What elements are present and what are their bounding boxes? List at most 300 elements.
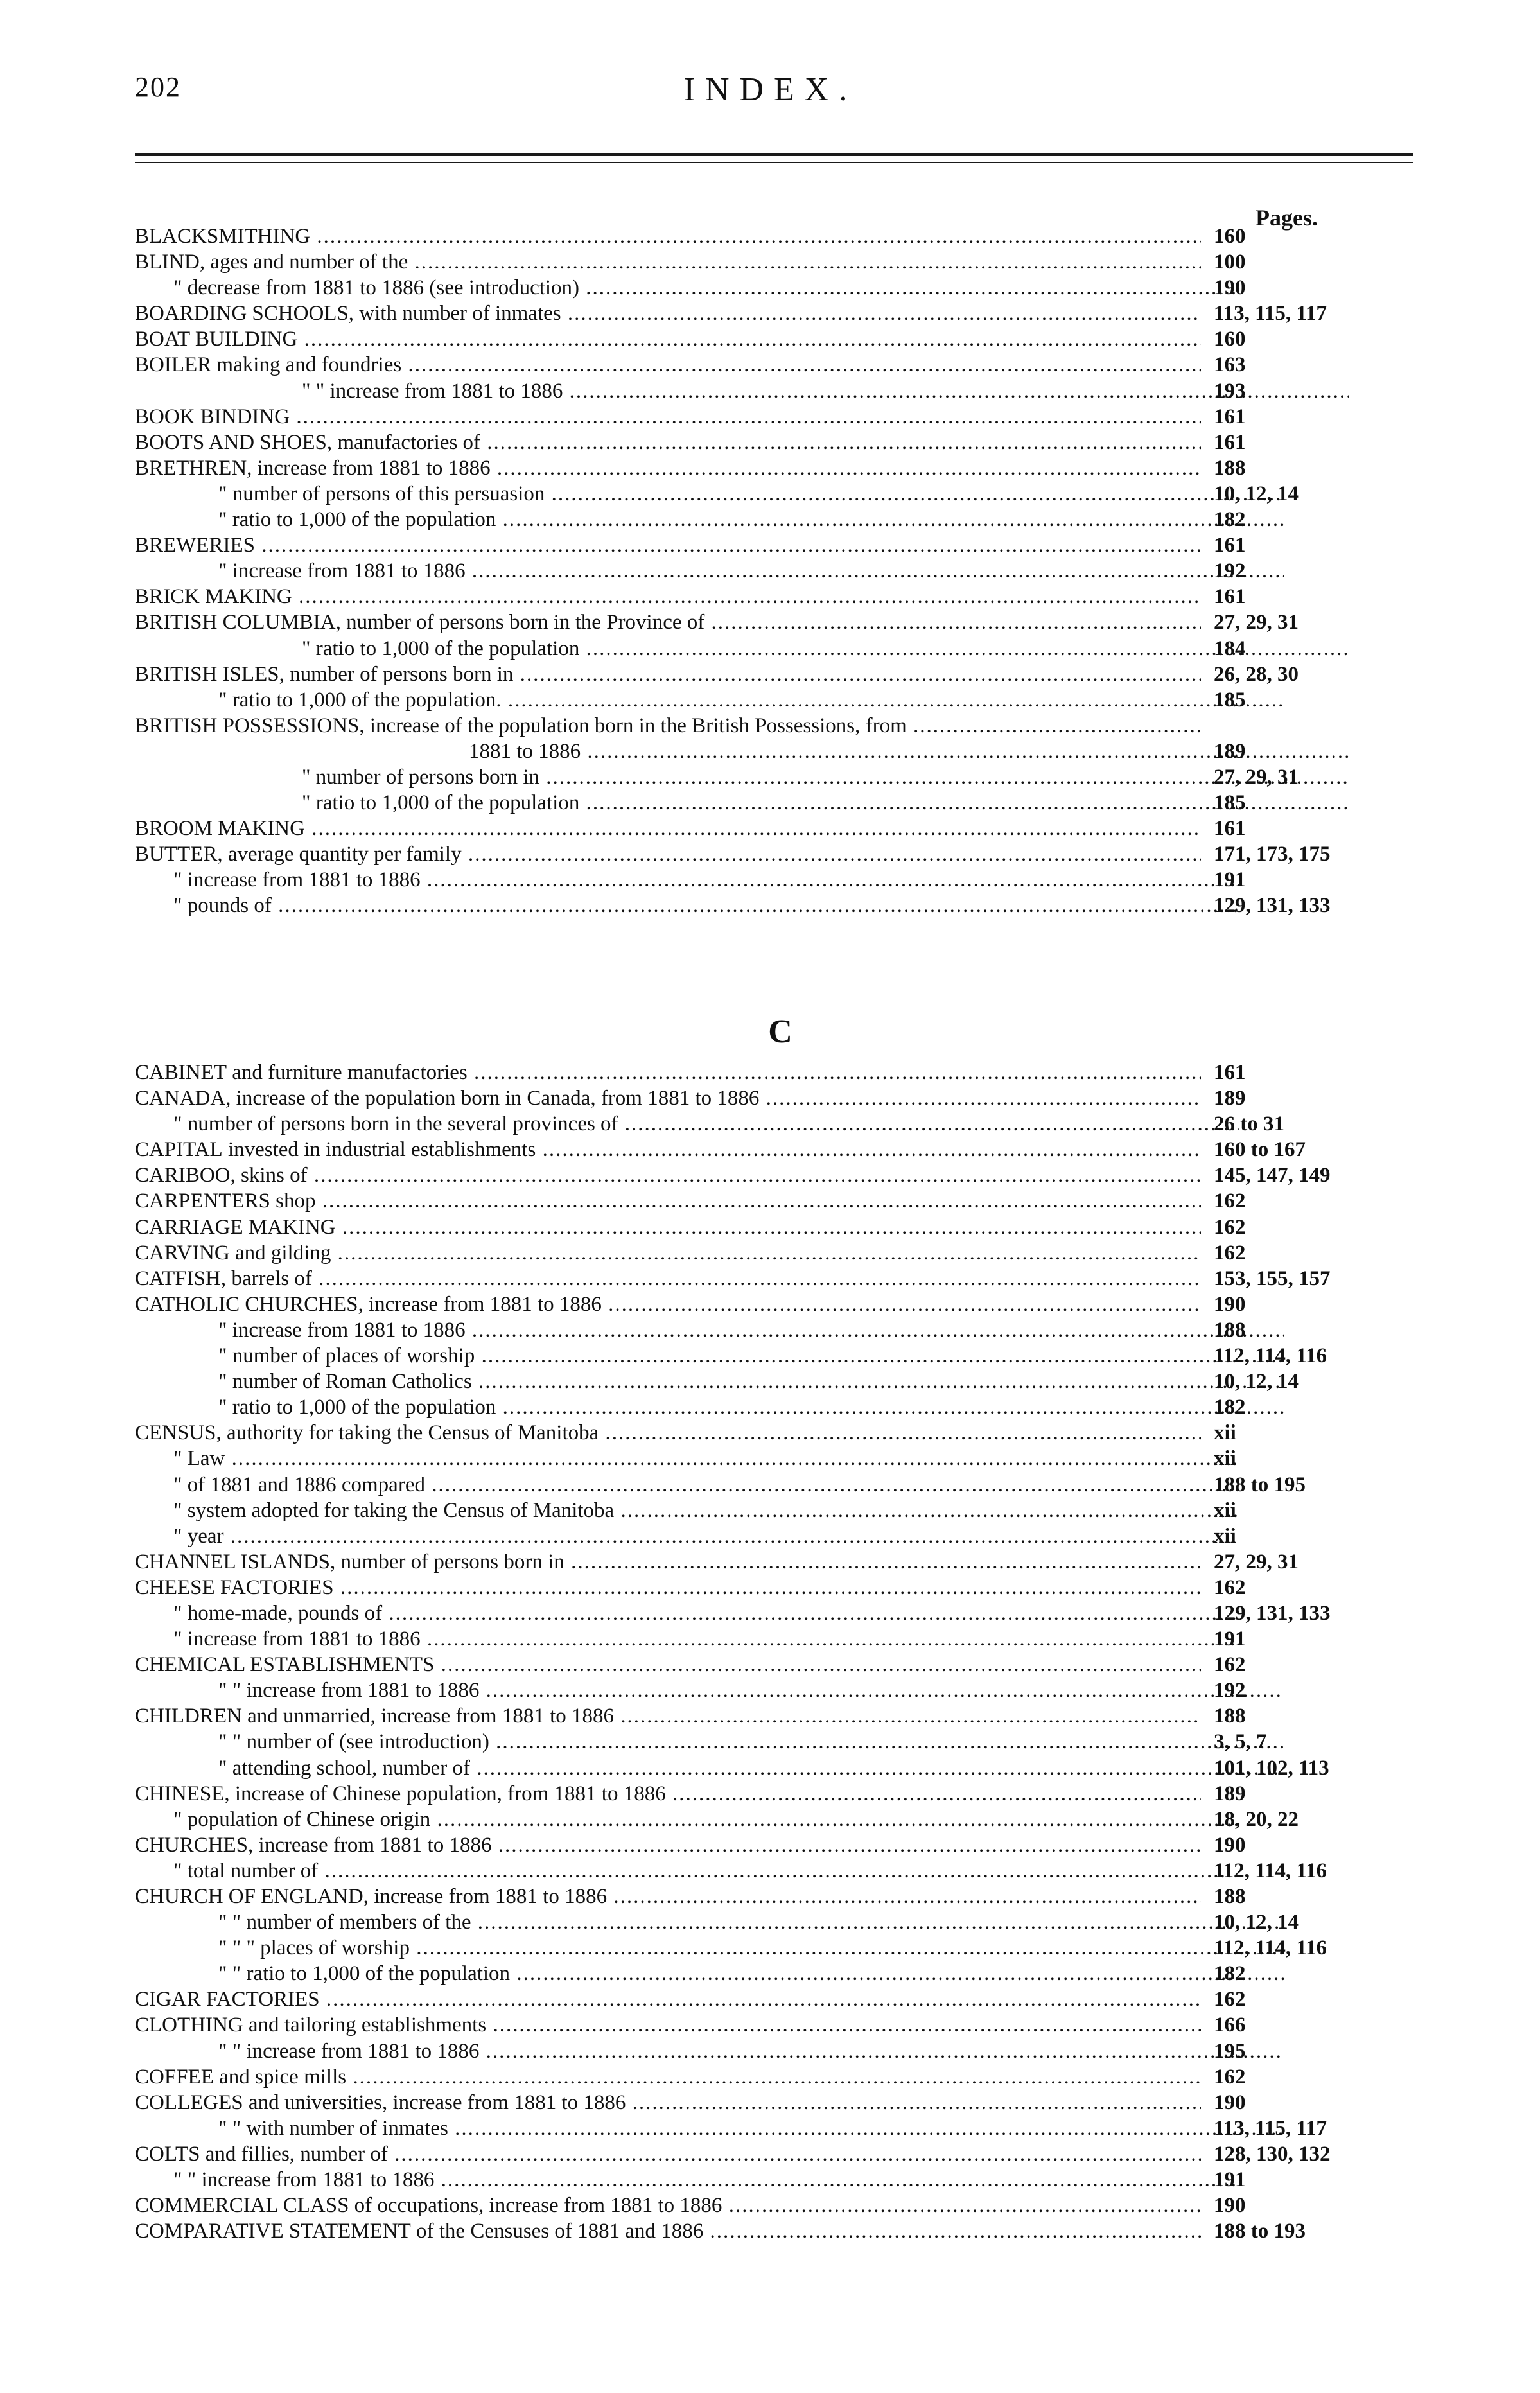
index-entry-text xyxy=(135,662,1201,687)
index-entry-text xyxy=(135,378,1349,404)
index-entry-pages: 190 xyxy=(1214,276,1246,300)
index-entry-text xyxy=(135,1085,1201,1111)
index-entry-heading: BRETHREN, xyxy=(135,456,252,480)
index-entry-pages: 112, 114, 116 xyxy=(1214,1344,1327,1368)
index-entry-pages: 166 xyxy=(1214,2013,1246,2037)
index-entry-heading: " xyxy=(218,1370,227,1394)
index-entry-subject: and fillies, number of xyxy=(205,2142,388,2166)
index-entry-pages: 185 xyxy=(1214,688,1246,712)
index-entry-text xyxy=(135,1162,1201,1188)
index-entry xyxy=(135,1600,1349,1626)
index-entry-text xyxy=(135,1729,1284,1755)
index-entry-pages: 190 xyxy=(1214,1292,1246,1316)
index-entry-text xyxy=(135,404,1201,430)
index-entry-heading: CAPITAL xyxy=(135,1138,223,1162)
index-entry-pages: 190 xyxy=(1214,2194,1246,2218)
index-entry-text xyxy=(135,1961,1284,1986)
index-entry-subject: and spice mills xyxy=(219,2065,347,2089)
index-entry-subject: increase from 1881 to 1886 xyxy=(246,1679,480,1703)
index-entry-heading: CIGAR FACTORIES xyxy=(135,1988,320,2012)
index-entry-pages: 192 xyxy=(1214,1679,1246,1703)
index-entry-subject: number of persons born in xyxy=(340,1550,564,1573)
index-entry xyxy=(135,2167,1349,2193)
index-entry xyxy=(135,687,1349,713)
index-entry-text xyxy=(135,1703,1201,1729)
index-entry-heading: CABINET xyxy=(135,1061,227,1084)
index-entry xyxy=(135,1549,1349,1575)
index-entry-text xyxy=(135,1935,1284,1961)
index-entry-subject: number of members of the xyxy=(246,1911,471,1934)
index-entry-heading: CHEMICAL ESTABLISHMENTS xyxy=(135,1653,435,1677)
index-entry-subject: number of persons of this persuasion xyxy=(232,482,545,505)
index-entry xyxy=(135,455,1349,481)
index-entry xyxy=(135,867,1349,893)
index-entry xyxy=(135,249,1349,275)
index-entry-subject: places of worship xyxy=(260,1936,410,1960)
index-entry-text xyxy=(135,1781,1201,1807)
index-entry-heading: CHINESE, xyxy=(135,1782,230,1805)
index-entry xyxy=(135,1162,1349,1188)
index-entry-heading: " xyxy=(218,1318,227,1342)
index-entry-pages: 162 xyxy=(1214,1215,1246,1239)
index-entry-pages: 188 to 193 xyxy=(1214,2220,1306,2243)
index-entry-text xyxy=(135,764,1349,790)
index-entry-subject: increase from 1881 to 1886 xyxy=(187,868,421,892)
index-entry-subject: authority for taking the Census of Manitoba xyxy=(227,1421,599,1445)
index-entry xyxy=(135,558,1349,584)
index-entry-text xyxy=(135,1472,1239,1498)
index-entry-subject: barrels of xyxy=(231,1267,312,1290)
index-entry-heading: " xyxy=(302,765,311,789)
index-entry-subject: increase from 1881 to 1886 xyxy=(257,456,491,480)
index-entry-pages: 161 xyxy=(1214,817,1246,841)
index-entry-subject: number of persons born in xyxy=(290,662,514,686)
index-entry-subject: and unmarried, increase from 1881 to 1886 xyxy=(247,1705,614,1728)
index-entry-heading: CHANNEL ISLANDS, xyxy=(135,1550,336,1573)
page-header xyxy=(135,71,1406,122)
index-entry-text xyxy=(135,1678,1284,1703)
index-entry xyxy=(135,2193,1349,2218)
index-entry-subject: attending school, number of xyxy=(232,1756,470,1780)
index-entry-pages: 27, 29, 31 xyxy=(1214,611,1299,635)
index-entry-pages: xii xyxy=(1214,1447,1236,1471)
index-entry-heading: " xyxy=(173,1112,182,1136)
index-entry-subject: system adopted for taking the Census of Manitoba xyxy=(187,1498,615,1522)
index-entry-pages: 100 xyxy=(1214,250,1246,274)
pages-column-label: Pages. xyxy=(1256,205,1318,231)
index-entry-heading: COLLEGES xyxy=(135,2091,243,2114)
index-entry-subject: ratio to 1,000 of the population xyxy=(315,636,580,660)
index-entry-pages: 182 xyxy=(1214,508,1246,532)
index-entry-subject: and universities, increase from 1881 to 1886 xyxy=(248,2091,626,2114)
index-entry-pages: 191 xyxy=(1214,868,1246,892)
index-entry-pages: 26 to 31 xyxy=(1214,1112,1284,1136)
index-entry-text xyxy=(135,1807,1239,1832)
index-entry xyxy=(135,507,1349,532)
index-entry xyxy=(135,2218,1349,2244)
index-entry xyxy=(135,1394,1349,1420)
index-entry-subject: increase from 1881 to 1886 xyxy=(374,1885,608,1908)
index-entry-subject: number of (see introduction) xyxy=(246,1730,489,1754)
index-entry-pages: xii xyxy=(1214,1524,1236,1548)
index-entry-text xyxy=(135,1266,1201,1292)
index-entry-pages: 162 xyxy=(1214,1575,1246,1599)
index-entry xyxy=(135,1858,1349,1884)
index-entry-subject: increase from 1881 to 1886 xyxy=(246,2039,480,2063)
index-entry-heading: " xyxy=(173,1859,182,1882)
index-entry-text xyxy=(135,1111,1239,1137)
index-entry-pages: 190 xyxy=(1214,2091,1246,2114)
index-entry-subject: increase from 1881 to 1886 xyxy=(232,559,466,583)
index-entry-heading: CENSUS, xyxy=(135,1421,222,1445)
index-entry-subject: manufactories of xyxy=(337,430,481,454)
index-entry-heading: " " xyxy=(218,2039,241,2063)
index-entry-text xyxy=(135,2090,1201,2116)
index-entry-text xyxy=(135,301,1201,326)
index-entry-pages: 128, 130, 132 xyxy=(1214,2142,1331,2166)
index-entry-subject: ages and number of the xyxy=(210,250,408,274)
index-entry-heading: " xyxy=(218,688,227,712)
index-entry-heading: BROOM MAKING xyxy=(135,817,305,841)
index-entry-subject: ratio to 1,000 of the population xyxy=(315,791,580,815)
index-entry xyxy=(135,713,1349,739)
index-entry xyxy=(135,1755,1349,1781)
index-entry-heading: " xyxy=(173,276,182,300)
index-entry-heading: BRITISH POSSESSIONS, xyxy=(135,714,365,737)
index-entry-heading: " xyxy=(173,1627,182,1651)
index-entry-text xyxy=(135,636,1349,662)
index-entry-text xyxy=(135,1137,1201,1162)
index-entry-pages: 188 xyxy=(1214,1705,1246,1728)
index-entry-heading: " xyxy=(173,868,182,892)
index-entry-pages: 161 xyxy=(1214,534,1246,557)
index-entry-pages: 160 xyxy=(1214,328,1246,351)
index-entry-pages: 162 xyxy=(1214,1189,1246,1213)
index-entry-text xyxy=(135,1832,1201,1858)
index-entry-text xyxy=(135,1600,1239,1626)
index-entry-subject: year xyxy=(187,1524,224,1548)
index-entry-subject: home-made, pounds of xyxy=(187,1601,383,1625)
index-entry-heading: CARIBOO, xyxy=(135,1164,236,1188)
index-entry-text xyxy=(135,1986,1201,2012)
index-entry-text xyxy=(135,2141,1201,2167)
index-entry-text xyxy=(135,2038,1284,2064)
index-entry-text xyxy=(135,532,1201,558)
index-entry-heading: COMPARATIVE STATEMENT xyxy=(135,2220,411,2243)
index-entry-subject: decrease from 1881 to 1886 (see introduction) xyxy=(187,276,580,300)
index-entry xyxy=(135,1781,1349,1807)
index-entry-heading: " xyxy=(302,636,311,660)
index-entry-subject: of 1881 and 1886 compared xyxy=(187,1473,425,1496)
index-entry xyxy=(135,2090,1349,2116)
index-entry xyxy=(135,662,1349,687)
index-entry-pages: 153, 155, 157 xyxy=(1214,1267,1331,1290)
index-entry-heading: " xyxy=(302,791,311,815)
index-entry-text xyxy=(135,1858,1239,1884)
index-entry-heading: BRITISH COLUMBIA, xyxy=(135,611,341,635)
index-entry-subject: of the Censuses of 1881 and 1886 xyxy=(416,2220,704,2243)
index-entry-pages: 129, 131, 133 xyxy=(1214,1601,1331,1625)
index-entry-text xyxy=(135,1292,1201,1317)
index-entry-heading: BOOK BINDING xyxy=(135,405,290,428)
index-entry-text xyxy=(135,1394,1284,1420)
index-entry-pages: 188 xyxy=(1214,1318,1246,1342)
index-entry-pages: 185 xyxy=(1214,791,1246,815)
index-entry-subject: ratio to 1,000 of the population xyxy=(232,508,496,532)
index-entry-text xyxy=(135,1420,1201,1446)
index-entry-heading: CANADA, xyxy=(135,1087,231,1110)
index-entry xyxy=(135,481,1349,507)
index-entry-pages: 112, 114, 116 xyxy=(1214,1859,1327,1882)
index-entry xyxy=(135,1986,1349,2012)
index-entry-heading: BOARDING SCHOOLS, xyxy=(135,302,354,326)
index-entry-pages: 27, 29, 31 xyxy=(1214,1550,1299,1573)
index-entry xyxy=(135,275,1349,301)
index-entry-subject: increase from 1881 to 1886 xyxy=(258,1833,492,1857)
index-entry xyxy=(135,1498,1349,1523)
index-entry-text xyxy=(135,2218,1201,2244)
index-entry-pages: 10, 12, 14 xyxy=(1214,482,1299,505)
index-entry-pages: 195 xyxy=(1214,2039,1246,2063)
index-entry xyxy=(135,2116,1349,2141)
index-entry xyxy=(135,841,1349,867)
index-entry xyxy=(135,326,1349,352)
index-entry-text xyxy=(135,558,1284,584)
index-entry-text xyxy=(135,1549,1201,1575)
index-entry-heading: BOOTS AND SHOES, xyxy=(135,430,333,454)
index-entry-text xyxy=(135,713,1201,739)
index-entry-subject: increase from 1881 to 1886 xyxy=(329,379,563,403)
index-entry-pages: 184 xyxy=(1214,636,1246,660)
index-entry-subject: increase of Chinese population, from 1881 to 1886 xyxy=(234,1782,666,1805)
index-entry-subject: average quantity per family xyxy=(227,843,462,866)
index-entry-pages: 161 xyxy=(1214,430,1246,454)
section-letter: C xyxy=(768,1013,792,1050)
page-title: INDEX. xyxy=(683,71,858,108)
index-entry xyxy=(135,1575,1349,1600)
index-entry-pages: 191 xyxy=(1214,2168,1246,2192)
index-entry-text xyxy=(135,1446,1239,1471)
index-entry-heading: " " xyxy=(218,2116,241,2140)
index-entry xyxy=(135,378,1349,404)
index-entry-heading: " xyxy=(173,1447,182,1471)
index-entry-heading: BRICK MAKING xyxy=(135,585,292,609)
index-entry-pages: 113, 115, 117 xyxy=(1214,2116,1327,2140)
index-entry-pages: 182 xyxy=(1214,1962,1246,1986)
index-entry-pages: 26, 28, 30 xyxy=(1214,662,1299,686)
index-entry-pages: 18, 20, 22 xyxy=(1214,1807,1299,1831)
index-entry xyxy=(135,1446,1349,1471)
index-entry-heading: CATHOLIC CHURCHES, xyxy=(135,1292,363,1316)
index-entry-subject: population of Chinese origin xyxy=(187,1807,431,1831)
index-entry-subject: Law xyxy=(187,1447,225,1471)
index-entry-pages: xii xyxy=(1214,1498,1236,1522)
index-entry-subject: and furniture manufactories xyxy=(232,1061,468,1084)
index-entry xyxy=(135,352,1349,378)
index-entry xyxy=(135,1626,1349,1652)
index-entry xyxy=(135,609,1349,635)
index-entry xyxy=(135,1832,1349,1858)
index-entry xyxy=(135,2012,1349,2038)
page-number: 202 xyxy=(135,71,181,103)
index-entry-text xyxy=(135,1575,1201,1600)
index-entry xyxy=(135,764,1349,790)
index-entry-heading: " " xyxy=(302,379,325,403)
index-entry-subject: invested in industrial establishments xyxy=(227,1138,536,1162)
index-entry-text xyxy=(135,2116,1284,2141)
index-entry-heading: " xyxy=(173,1807,182,1831)
index-entry-subject: number of persons born in the Province of xyxy=(346,611,705,635)
index-entry-text xyxy=(135,326,1201,352)
index-entry-pages: 162 xyxy=(1214,1241,1246,1265)
index-entry-pages: 161 xyxy=(1214,405,1246,428)
index-entry xyxy=(135,1884,1349,1909)
index-entry-text xyxy=(135,1523,1239,1549)
index-entry xyxy=(135,1317,1349,1343)
index-entry-pages: 112, 114, 116 xyxy=(1214,1936,1327,1960)
index-entry-text xyxy=(135,481,1284,507)
index-entry-text xyxy=(135,430,1201,455)
index-entry-text xyxy=(135,1240,1201,1266)
index-section-b xyxy=(135,224,1349,919)
index-entry-text xyxy=(135,249,1201,275)
index-entry-heading: CARRIAGE MAKING xyxy=(135,1215,336,1239)
index-entry-pages: xii xyxy=(1214,1421,1236,1445)
index-entry xyxy=(135,1935,1349,1961)
index-entry-heading: " " " xyxy=(218,1936,255,1960)
index-entry xyxy=(135,301,1349,326)
index-entry-heading: " " xyxy=(173,2168,197,2192)
index-entry xyxy=(135,1137,1349,1162)
index-entry xyxy=(135,1111,1349,1137)
index-entry xyxy=(135,1369,1349,1394)
index-entry-subject: increase of the population born in Canada, from 1881 to 1886 xyxy=(236,1087,760,1110)
index-entry xyxy=(135,790,1349,816)
index-entry-heading: BOAT BUILDING xyxy=(135,328,298,351)
index-entry-pages: 188 xyxy=(1214,456,1246,480)
index-entry-pages: 129, 131, 133 xyxy=(1214,894,1331,918)
index-entry xyxy=(135,1472,1349,1498)
index-entry xyxy=(135,1266,1349,1292)
index-entry-pages: 193 xyxy=(1214,379,1246,403)
index-entry-subject: shop xyxy=(276,1189,316,1213)
index-entry-text xyxy=(135,1343,1284,1369)
index-entry-subject: with number of inmates xyxy=(246,2116,448,2140)
index-entry xyxy=(135,224,1349,249)
header-rule-thick xyxy=(135,153,1413,156)
index-entry-text xyxy=(135,2012,1201,2038)
index-entry-pages: 27, 29, 31 xyxy=(1214,765,1299,789)
index-entry-text xyxy=(135,687,1284,713)
index-entry-text xyxy=(135,816,1201,841)
index-entry xyxy=(135,1961,1349,1986)
index-entry-text xyxy=(135,455,1201,481)
index-entry-heading: CHURCH OF ENGLAND, xyxy=(135,1885,369,1908)
index-entry-pages: 162 xyxy=(1214,2065,1246,2089)
index-entry xyxy=(135,1292,1349,1317)
index-entry-text xyxy=(135,739,1349,764)
index-entry-pages: 189 xyxy=(1214,739,1246,763)
index-entry-subject: 1881 to 1886 xyxy=(469,739,581,763)
index-entry-heading: " xyxy=(173,1601,182,1625)
index-entry-pages: 161 xyxy=(1214,585,1246,609)
index-entry xyxy=(135,1420,1349,1446)
index-entry-heading: BLIND, xyxy=(135,250,206,274)
index-entry-text xyxy=(135,1188,1201,1214)
index-entry-subject: ratio to 1,000 of the population. xyxy=(232,688,502,712)
index-entry-subject: increase from 1881 to 1886 xyxy=(232,1318,466,1342)
index-entry-pages: 189 xyxy=(1214,1087,1246,1110)
index-entry-heading: CARVING xyxy=(135,1241,230,1265)
index-entry-text xyxy=(135,609,1201,635)
index-entry xyxy=(135,1188,1349,1214)
index-entry-text xyxy=(135,867,1239,893)
index-entry-text xyxy=(135,1626,1239,1652)
index-entry-heading: " xyxy=(218,1756,227,1780)
index-entry-text xyxy=(135,893,1239,918)
index-entry-text xyxy=(135,1652,1201,1678)
index-entry xyxy=(135,636,1349,662)
index-entry xyxy=(135,532,1349,558)
index-entry xyxy=(135,1343,1349,1369)
index-entry xyxy=(135,1729,1349,1755)
index-entry xyxy=(135,2141,1349,2167)
index-entry-subject: increase of the population born in the British Possessions, from xyxy=(369,714,907,737)
index-entry-heading: " " xyxy=(218,1911,241,1934)
index-entry-text xyxy=(135,584,1201,609)
index-entry-text xyxy=(135,2167,1239,2193)
index-entry-text xyxy=(135,224,1201,249)
index-entry xyxy=(135,1523,1349,1549)
index-entry-pages: 171, 173, 175 xyxy=(1214,843,1331,866)
index-entry xyxy=(135,1214,1349,1240)
index-entry-text xyxy=(135,352,1201,378)
index-entry-text xyxy=(135,1060,1201,1085)
index-entry-pages: 192 xyxy=(1214,559,1246,583)
index-entry-heading: " xyxy=(218,508,227,532)
index-entry-subject: number of persons born in xyxy=(315,765,540,789)
index-entry xyxy=(135,1085,1349,1111)
index-entry xyxy=(135,893,1349,918)
index-entry xyxy=(135,430,1349,455)
index-entry-pages: 163 xyxy=(1214,353,1246,377)
index-entry-pages: 161 xyxy=(1214,1061,1246,1084)
index-entry-heading: BRITISH ISLES, xyxy=(135,662,284,686)
index-entry xyxy=(135,404,1349,430)
index-entry-subject: number of Roman Catholics xyxy=(232,1370,472,1394)
index-section-c xyxy=(135,1007,1349,2244)
index-entry xyxy=(135,739,1349,764)
index-entry-pages: 189 xyxy=(1214,1782,1246,1805)
index-entry-heading: BUTTER, xyxy=(135,843,223,866)
index-entry-subject: of occupations, increase from 1881 to 1886 xyxy=(354,2194,722,2218)
index-entry-text xyxy=(135,2193,1201,2218)
index-entry-heading: BREWERIES xyxy=(135,534,255,557)
index-entry-subject: and gilding xyxy=(234,1241,331,1265)
index-entry-pages: 182 xyxy=(1214,1396,1246,1419)
index-entry-pages: 160 xyxy=(1214,225,1246,248)
index-entry-heading: " xyxy=(218,1396,227,1419)
index-entry-heading: " xyxy=(218,1344,227,1368)
index-entry-heading: CARPENTERS xyxy=(135,1189,270,1213)
index-entry-subject: with number of inmates xyxy=(359,302,561,326)
index-entry-text xyxy=(135,1884,1201,1909)
index-entry-text xyxy=(135,1369,1284,1394)
index-entry-pages: 10, 12, 14 xyxy=(1214,1911,1299,1934)
index-entry-pages: 162 xyxy=(1214,1653,1246,1677)
index-entry-subject: skins of xyxy=(241,1164,308,1188)
index-entry-subject: ratio to 1,000 of the population xyxy=(246,1962,511,1986)
